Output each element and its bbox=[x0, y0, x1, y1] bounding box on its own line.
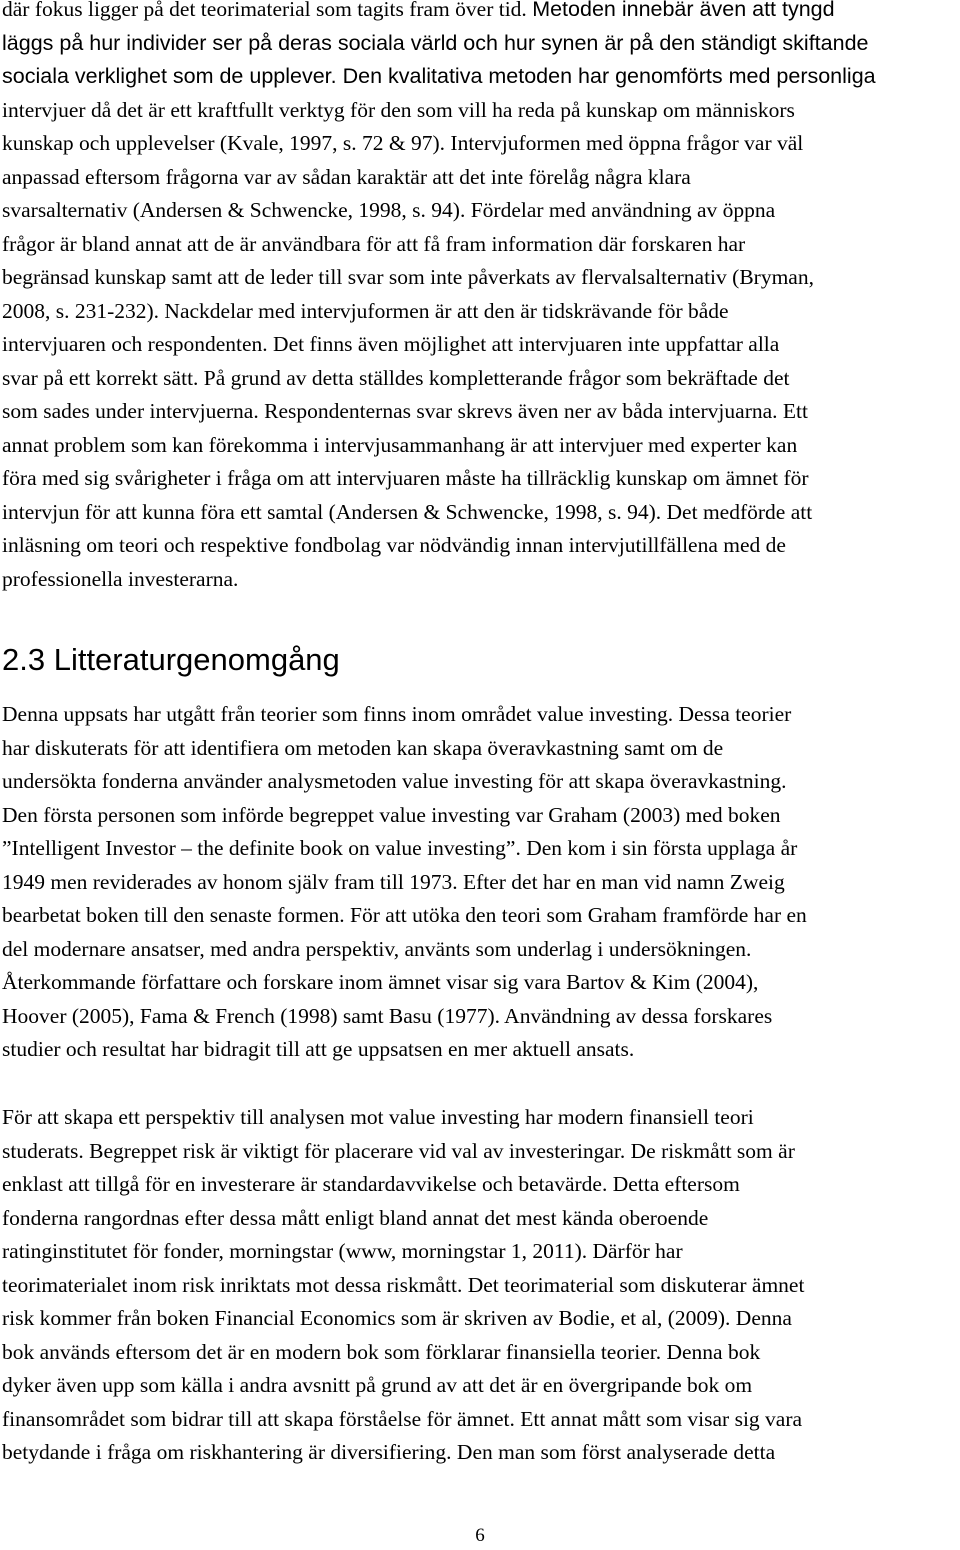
text-line: anpassad eftersom frågorna var av sådan karaktär att det inte förelåg några klara bbox=[2, 164, 691, 189]
paragraph-risk-theory bbox=[2, 1101, 804, 1470]
text-line: föra med sig svårigheter i fråga om att intervjuaren måste ha tillräcklig kunskap om ämnet för bbox=[2, 466, 809, 490]
text-line: Återkommande författare och forskare inom ämnet visar sig vara Bartov & Kim (2004), bbox=[2, 970, 759, 994]
text-line: teorimaterialet inom risk inriktats mot dessa riskmått. Det teorimaterial som diskuterar ämnet bbox=[2, 1272, 805, 1297]
text-run: Metoden innebär även att tyngd bbox=[532, 0, 835, 21]
text-line: intervjuer då det är ett kraftfullt verktyg för den som vill ha reda på kunskap om människors bbox=[2, 97, 795, 122]
page-number: 6 bbox=[475, 1525, 485, 1546]
text-line: professionella investerarna. bbox=[2, 566, 239, 591]
text-line: För att skapa ett perspektiv till analysen mot value investing har modern finansiell teori bbox=[2, 1105, 754, 1129]
text-line bbox=[2, 0, 876, 27]
text-line: Den första personen som införde begreppet value investing var Graham (2003) med boken bbox=[2, 802, 781, 827]
text-line: 1949 men reviderades av honom själv fram till 1973. Efter det har en man vid namn Zweig bbox=[2, 869, 785, 894]
text-line: intervjun för att kunna föra ett samtal (Andersen & Schwencke, 1998, s. 94). Det medförde att bbox=[2, 499, 813, 524]
text-line: undersökta fonderna använder analysmetoden value investing för att skapa överavkastning. bbox=[2, 769, 787, 793]
text-line: svar på ett korrekt sätt. På grund av detta ställdes kompletterande frågor som bekräftade det bbox=[2, 365, 790, 390]
text-line: läggs på hur individer ser på deras sociala värld och hur synen är på den ständigt skiftande bbox=[2, 30, 869, 55]
section-heading: 2.3 Litteraturgenomgång bbox=[2, 642, 340, 677]
text-line: fonderna rangordnas efter dessa mått enligt bland annat det mest kända oberoende bbox=[2, 1205, 709, 1230]
text-line: svarsalternativ (Andersen & Schwencke, 1998, s. 94). Fördelar med användning av öppna bbox=[2, 198, 776, 222]
text-line: studerats. Begreppet risk är viktigt för placerare vid val av investeringar. De riskmått som är bbox=[2, 1138, 795, 1163]
text-line: Denna uppsats har utgått från teorier som finns inom området value investing. Dessa teorier bbox=[2, 702, 792, 726]
text-line: frågor är bland annat att de är användbara för att få fram information där forskaren har bbox=[2, 231, 746, 256]
text-run: där fokus ligger på det teorimaterial som tagits fram över tid. bbox=[2, 0, 533, 21]
text-line: dyker även upp som källa i andra avsnitt på grund av att det är en övergripande bok om bbox=[2, 1373, 753, 1397]
text-line: Hoover (2005), Fama & French (1998) samt Basu (1977). Användning av dessa forskares bbox=[2, 1003, 773, 1028]
text-line: intervjuaren och respondenten. Det finns även möjlighet att intervjuaren inte uppfattar alla bbox=[2, 332, 780, 356]
text-line: kunskap och upplevelser (Kvale, 1997, s. 72 & 97). Intervjuformen med öppna frågor var väl bbox=[2, 131, 804, 155]
text-line: begränsad kunskap samt att de leder till svar som inte påverkats av flervalsalternativ (Bryman, bbox=[2, 265, 814, 289]
text-line: som sades under intervjuerna. Respondenternas svar skrevs även ner av båda intervjuarna. Ett bbox=[2, 399, 808, 423]
text-line: del modernare ansatser, med andra perspektiv, använts som underlag i undersökningen. bbox=[2, 936, 752, 961]
text-line: bearbetat boken till den senaste formen. För att utöka den teori som Graham framförde har en bbox=[2, 903, 807, 927]
text-line: sociala verklighet som de upplever. Den kvalitativa metoden har genomförts med personliga bbox=[2, 64, 876, 88]
text-line: risk kommer från boken Financial Economics som är skriven av Bodie, et al, (2009). Denna bbox=[2, 1306, 792, 1330]
text-line: ”Intelligent Investor – the definite book on value investing”. Den kom i sin första upplaga år bbox=[2, 836, 798, 860]
paragraph-literature-review bbox=[2, 698, 807, 1067]
paragraph-method bbox=[2, 0, 876, 596]
text-line: bok används eftersom det är en modern bok som förklarar finansiella teorier. Denna bok bbox=[2, 1339, 761, 1364]
text-line: har diskuterats för att identifiera om metoden kan skapa överavkastning samt om de bbox=[2, 735, 724, 760]
text-line: enklast att tillgå för en investerare är standardavvikelse och betavärde. Detta eftersom bbox=[2, 1172, 740, 1196]
text-line: ratinginstitutet för fonder, morningstar (www, morningstar 1, 2011). Därför har bbox=[2, 1239, 683, 1263]
text-line: inläsning om teori och respektive fondbolag var nödvändig innan intervjutillfällena med de bbox=[2, 533, 786, 557]
text-line: betydande i fråga om riskhantering är diversifiering. Den man som först analyserade detta bbox=[2, 1440, 776, 1464]
text-line: 2008, s. 231-232). Nackdelar med intervjuformen är att den är tidskrävande för både bbox=[2, 298, 729, 323]
text-line: studier och resultat har bidragit till att ge uppsatsen en mer aktuell ansats. bbox=[2, 1037, 635, 1061]
text-line: finansområdet som bidrar till att skapa förståelse för ämnet. Ett annat mått som visar sig vara bbox=[2, 1406, 803, 1431]
text-line: annat problem som kan förekomma i intervjusammanhang är att intervjuer med experter kan bbox=[2, 432, 798, 457]
